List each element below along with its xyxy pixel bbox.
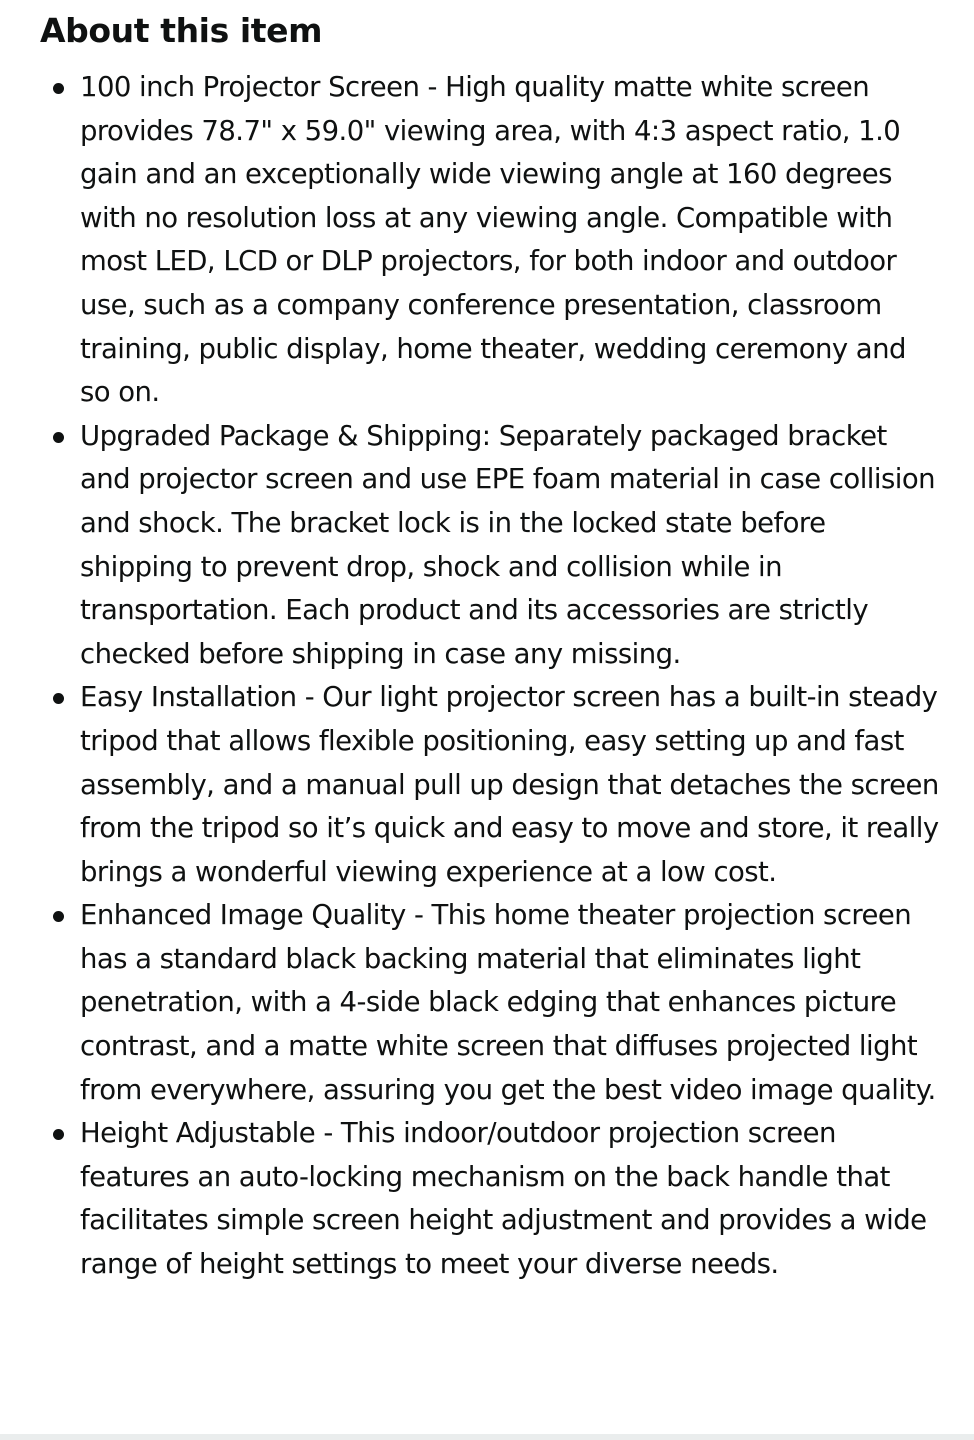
feature-bullet-text: 100 inch Projector Screen - High quality matte white screen provides 78.7" x 59.0" viewing area, with 4:3 aspect ratio, 1.0 gain and an exceptionally wide viewing angle at 160 degrees with no resolution loss at any viewing angle. Compatible with most LED, LCD or DLP projectors, for both indoor and outdoor use, such as a company conference presentation, classroom training, public display, home theater, wedding ceremony and so on. xyxy=(80,71,906,409)
feature-bullet-item xyxy=(0,676,974,894)
section-divider xyxy=(0,1434,974,1440)
feature-bullet-item xyxy=(0,66,974,415)
feature-bullet-text: Height Adjustable - This indoor/outdoor projection screen features an auto-locking mechanism on the back handle that facilitates simple screen height adjustment and provides a wide range of height settings to meet your diverse needs. xyxy=(80,1117,927,1281)
bullet-dot-icon xyxy=(53,432,64,443)
section-heading: About this item xyxy=(40,11,323,50)
feature-bullet-item xyxy=(0,894,974,1112)
bullet-dot-icon xyxy=(53,83,64,94)
bullet-dot-icon xyxy=(53,1129,64,1140)
bullet-dot-icon xyxy=(53,911,64,922)
feature-bullet-item xyxy=(0,1112,974,1286)
feature-bullet-list xyxy=(0,66,974,1287)
feature-bullet-text: Enhanced Image Quality - This home theater projection screen has a standard black backing material that eliminates light penetration, with a 4-side black edging that enhances picture contrast, and a matte white screen that diffuses projected light from everywhere, assuring you get the best video image quality. xyxy=(80,899,936,1106)
feature-bullet-text: Upgraded Package & Shipping: Separately packaged bracket and projector screen and use EPE foam material in case collision and shock. The bracket lock is in the locked state before shipping to prevent drop, shock and collision while in transportation. Each product and its accessories are strictly checked before shipping in case any missing. xyxy=(80,419,935,670)
bullet-dot-icon xyxy=(53,693,64,704)
feature-bullet-item xyxy=(0,415,974,677)
feature-bullet-text: Easy Installation - Our light projector screen has a built-in steady tripod that allows flexible positioning, easy setting up and fast assembly, and a manual pull up design that detaches the screen from the tripod so it’s quick and easy to move and store, it really brings a wonderful viewing experience at a low cost. xyxy=(80,681,939,888)
